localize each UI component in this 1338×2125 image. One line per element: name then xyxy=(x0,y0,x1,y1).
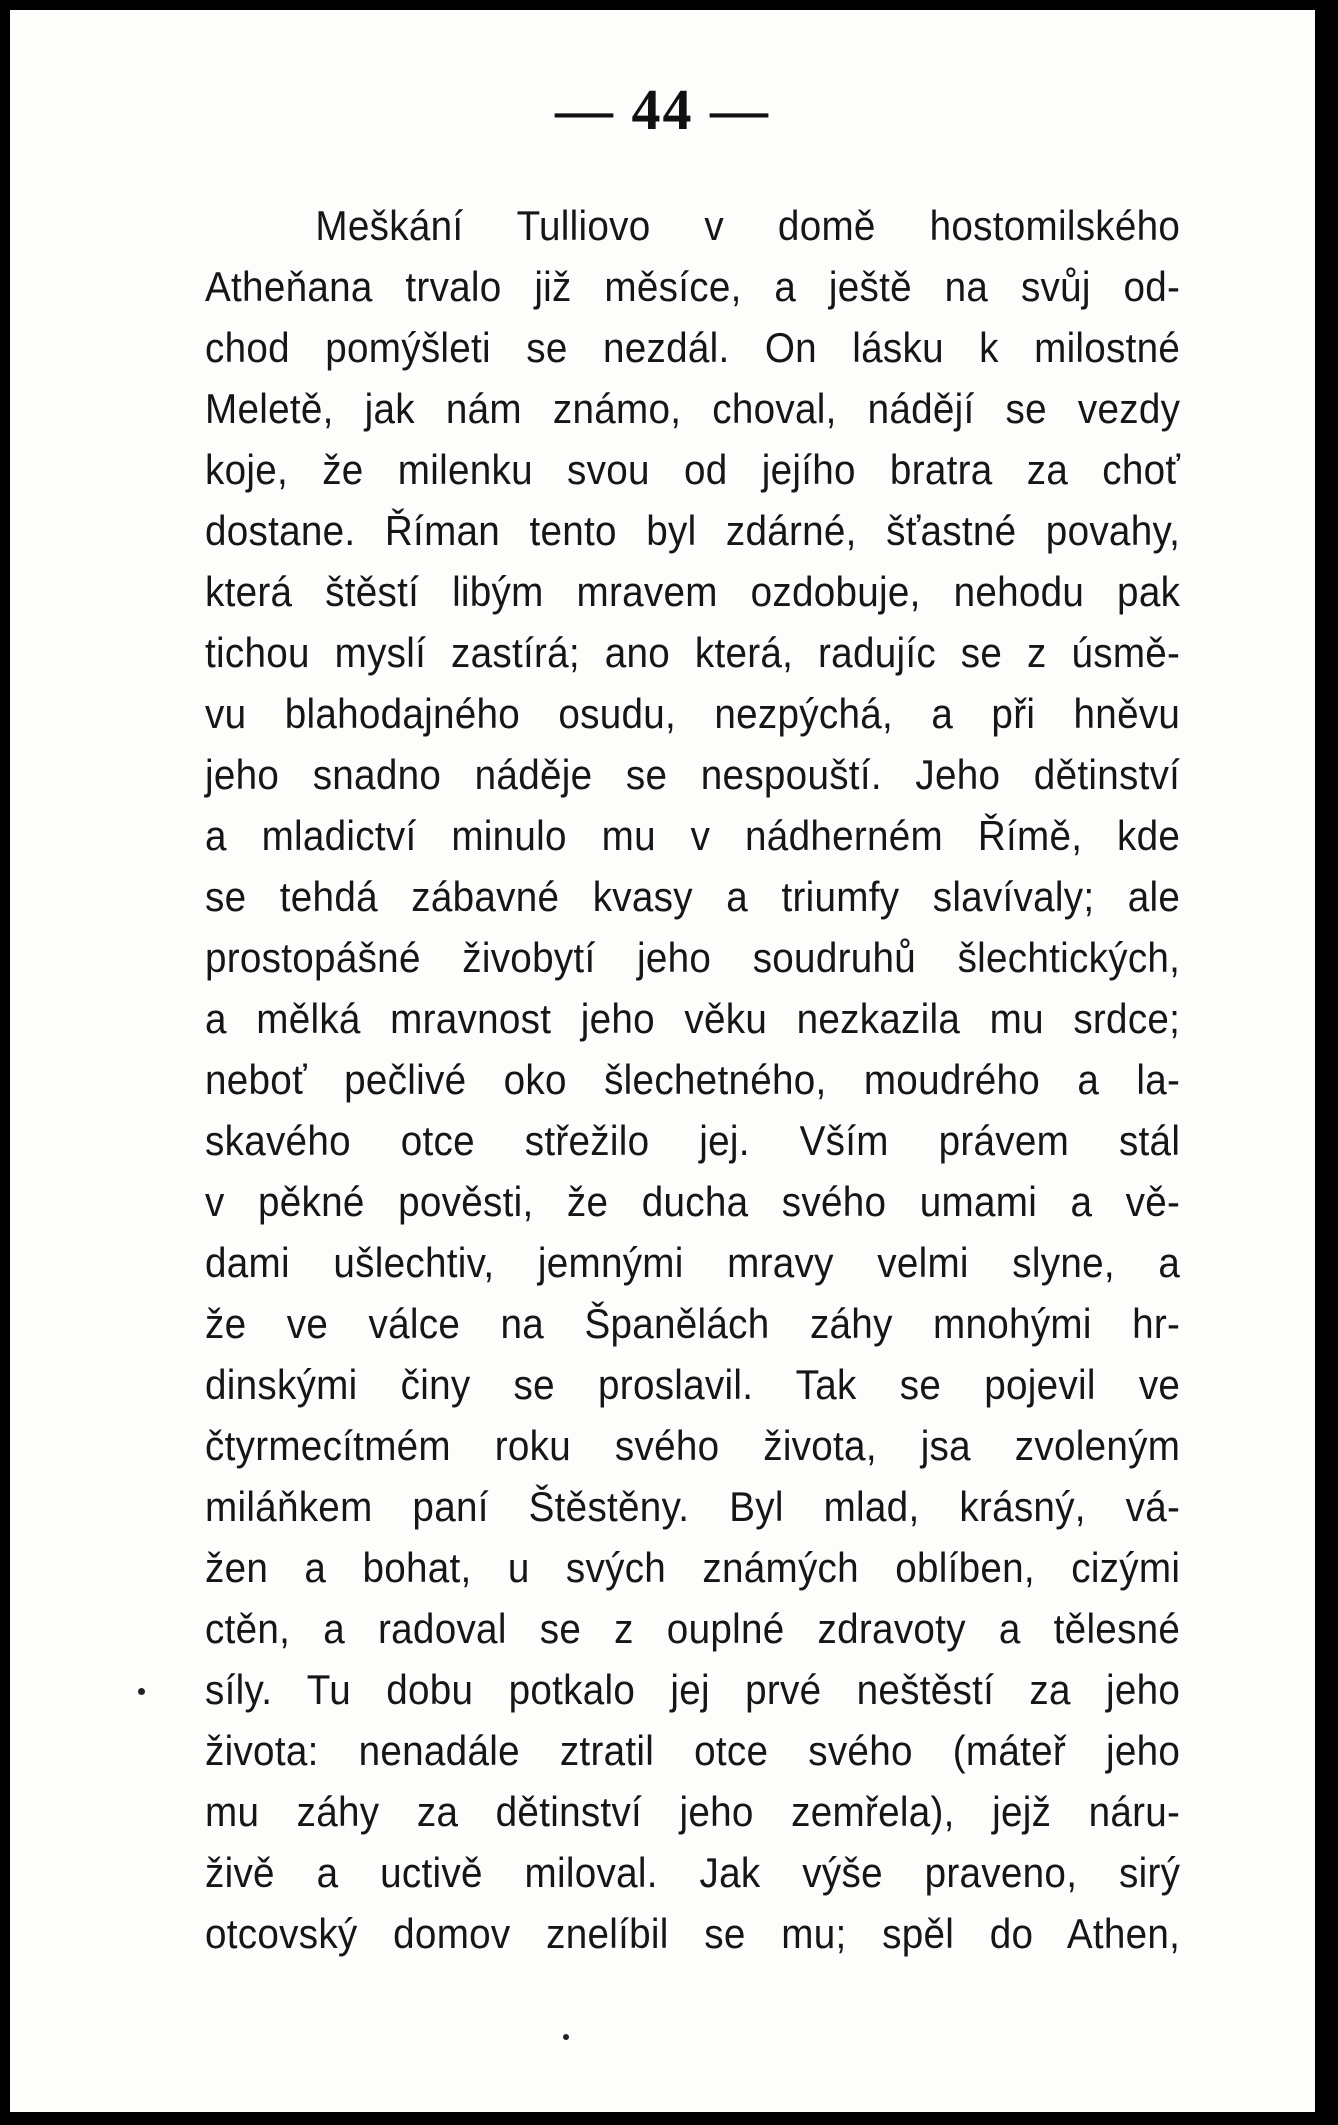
text-line: síly. Tu dobu potkalo jej prvé neštěstí za jeho xyxy=(205,1666,1181,1713)
text-line: žen a bohat, u svých známých oblíben, cizými xyxy=(205,1544,1181,1591)
text-line: že ve válce na Španělách záhy mnohými hr- xyxy=(205,1300,1181,1347)
text-line: života: nenadále ztratil otce svého (máteř jeho xyxy=(205,1727,1181,1774)
book-page xyxy=(10,10,1315,2112)
text-line: se tehdá zábavné kvasy a triumfy slavívaly; ale xyxy=(205,873,1181,920)
print-speck xyxy=(138,1688,145,1695)
text-line: Atheňana trvalo již měsíce, a ještě na svůj od- xyxy=(205,263,1181,310)
print-speck xyxy=(563,2034,569,2040)
text-line: dami ušlechtiv, jemnými mravy velmi slyne, a xyxy=(205,1239,1181,1286)
text-line: v pěkné pověsti, že ducha svého umami a vě- xyxy=(205,1178,1181,1225)
body-text xyxy=(10,10,1315,2112)
text-line: a mladictví minulo mu v nádherném Římě, kde xyxy=(205,812,1181,859)
text-line: která štěstí libým mravem ozdobuje, nehodu pak xyxy=(205,568,1181,615)
text-line: Meletě, jak nám známo, choval, nádějí se vezdy xyxy=(205,385,1181,432)
text-line: tichou myslí zastírá; ano která, radujíc se z úsmě- xyxy=(205,629,1181,676)
text-line: miláňkem paní Štěstěny. Byl mlad, krásný, vá- xyxy=(205,1483,1181,1530)
text-line: skavého otce střežilo jej. Vším právem stál xyxy=(205,1117,1181,1164)
text-line: otcovský domov znelíbil se mu; spěl do Athen, xyxy=(205,1910,1181,1957)
text-line: jeho snadno náděje se nespouští. Jeho dětinství xyxy=(205,751,1181,798)
text-line: čtyrmecítmém roku svého života, jsa zvoleným xyxy=(205,1422,1181,1469)
text-line: ctěn, a radoval se z ouplné zdravoty a tělesné xyxy=(205,1605,1181,1652)
text-line: prostopášné živobytí jeho soudruhů šlechtických, xyxy=(205,934,1181,981)
text-line: živě a uctivě miloval. Jak výše praveno, sirý xyxy=(205,1849,1181,1896)
page-number: — 44 — xyxy=(555,77,770,142)
text-line: mu záhy za dětinství jeho zemřela), jejž náru- xyxy=(205,1788,1181,1835)
text-line: Meškání Tulliovo v domě hostomilského xyxy=(315,202,1181,249)
text-line: dostane. Říman tento byl zdárné, šťastné povahy, xyxy=(205,507,1181,554)
text-line: chod pomýšleti se nezdál. On lásku k milostné xyxy=(205,324,1181,371)
text-line: dinskými činy se proslavil. Tak se pojevil ve xyxy=(205,1361,1181,1408)
text-line: vu blahodajného osudu, nezpýchá, a při hněvu xyxy=(205,690,1181,737)
text-line: koje, že milenku svou od jejího bratra za choť xyxy=(205,446,1181,493)
text-line: neboť pečlivé oko šlechetného, moudrého a la- xyxy=(205,1056,1181,1103)
text-line: a mělká mravnost jeho věku nezkazila mu srdce; xyxy=(205,995,1181,1042)
